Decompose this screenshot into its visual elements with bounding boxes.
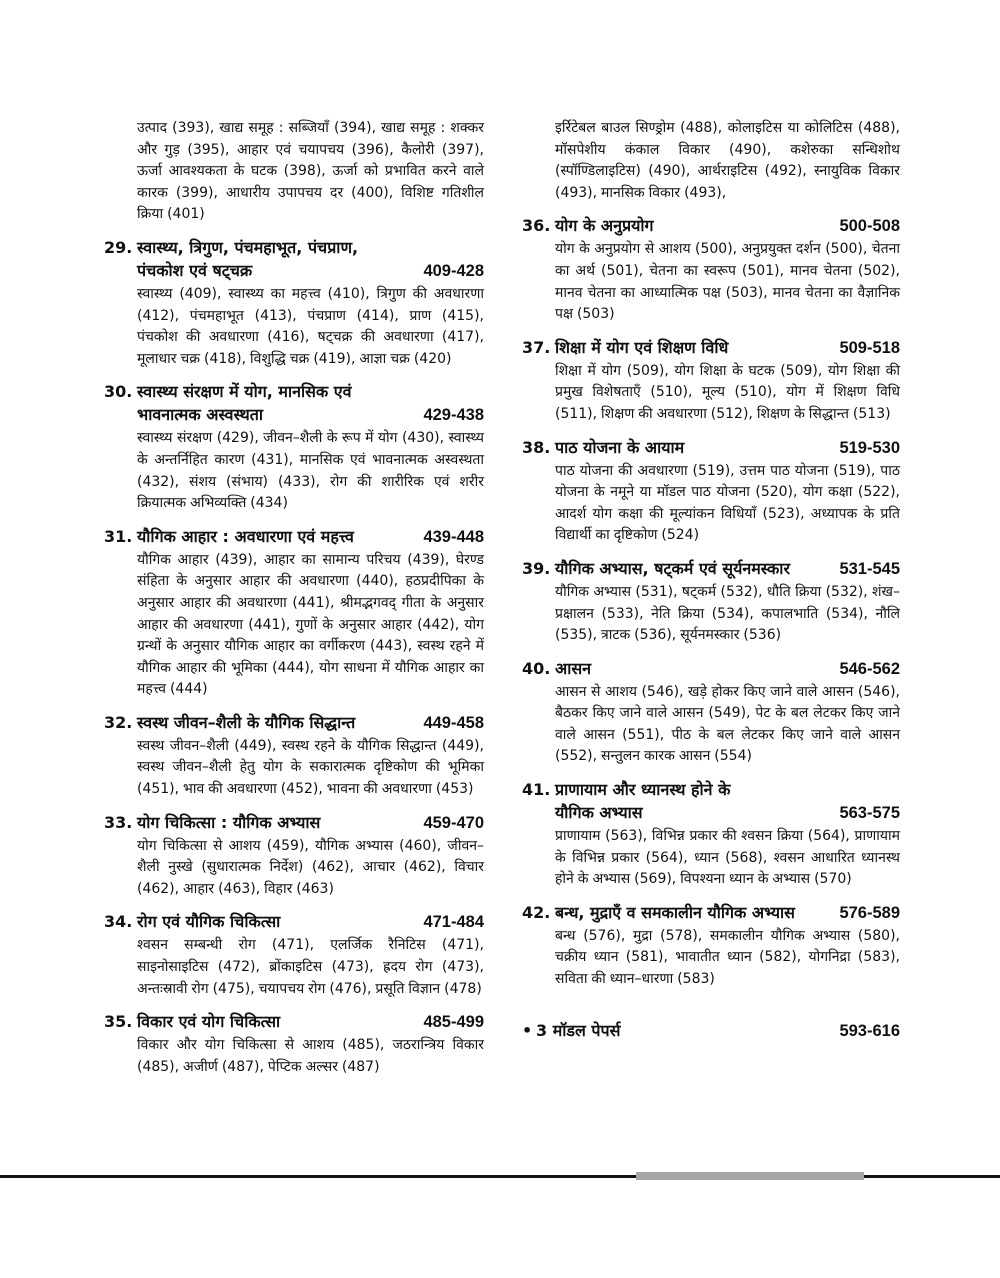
chapter-topics: पाठ योजना की अवधारणा (519), उत्तम पाठ योजना (519), पाठ योजना के नमूने या मॉडल पाठ योजना (520), योग कक्षा (522), आदर्श योग कक्षा की मूल्यांकन विधियाँ (523), अध्यापक के प्रति विद्यार्थी का दृष्टिकोण (524) — [555, 462, 900, 544]
chapter-title: यौगिक अभ्यास, षट्कर्म एवं सूर्यनमस्कार — [555, 558, 790, 578]
chapter-number: 34. — [104, 912, 133, 932]
chapter-title: विकार एवं योग चिकित्सा — [137, 1012, 281, 1032]
chapter-41 — [522, 778, 900, 891]
chapter-heading — [522, 336, 900, 360]
chapter-number: 41. — [522, 780, 551, 800]
chapter-32 — [104, 711, 484, 801]
chapter-pages: 439-448 — [423, 527, 484, 546]
chapter-title-line-1: प्राणायाम और ध्यानस्थ होने के — [555, 780, 731, 800]
chapter-pages: 519-530 — [839, 438, 900, 457]
chapter-title: रोग एवं यौगिक चिकित्सा — [137, 912, 281, 932]
chapter-title: यौगिक आहार : अवधारणा एवं महत्त्व — [137, 526, 354, 546]
chapter-pages: 485-499 — [423, 1013, 484, 1032]
chapter-heading — [522, 901, 900, 925]
chapter-title-line-1: स्वास्थ्य, त्रिगुण, पंचमहाभूत, पंचप्राण, — [137, 237, 359, 257]
chapter-title: बन्ध, मुद्राएँ व समकालीन यौगिक अभ्यास — [555, 902, 795, 922]
chapter-30 — [104, 380, 484, 514]
chapter-42 — [522, 901, 900, 991]
chapter-pages: 449-458 — [423, 713, 484, 732]
chapter-31 — [104, 525, 484, 701]
chapter-topics: योग के अनुप्रयोग से आशय (500), अनुप्रयुक्त दर्शन (500), चेतना का अर्थ (501), चेतना का स्वरूप (501), मानव चेतना (502), मानव चेतना का आध्यात्मिक पक्ष (503), मानव चेतना का वैज्ञानिक पक्ष (503) — [555, 241, 900, 323]
chapter-topics: यौगिक आहार (439), आहार का सामान्य परिचय (439), घेरण्ड संहिता के अनुसार आहार की अवधारणा (440), हठप्रदीपिका के अनुसार आहार की अवधारणा (441), श्रीमद्भगवद् गीता के अनुसार आहार की अवधारणा (441), गुणों के अनुसार आहार (442), योग ग्रन्थों के अनुसार यौगिक आहार का वर्गीकरण (443), स्वस्थ रहने में यौगिक आहार की भूमिका (444), योग साधना में यौगिक आहार का महत्त्व (444) — [137, 551, 484, 698]
chapter-topics: बन्ध (576), मुद्रा (578), समकालीन यौगिक अभ्यास (580), चक्रीय ध्यान (581), भावातीत ध्यान (582), योगनिद्रा (583), सविता की ध्यान–धारणा (583) — [555, 927, 900, 988]
chapter-heading — [522, 657, 900, 681]
chapter-pages: 471-484 — [423, 913, 484, 932]
chapter-pages: 459-470 — [423, 813, 484, 832]
chapter-title: योग चिकित्सा : यौगिक अभ्यास — [137, 812, 321, 832]
chapter-heading — [522, 436, 900, 460]
chapter-topics: स्वास्थ्य (409), स्वास्थ्य का महत्त्व (410), त्रिगुण की अवधारणा (412), पंचमहाभूत (413), पंचप्राण (414), प्राण (415), पंचकोश की अवधारणा (416), षट्चक्र की अवधारणा (417), मूलाधार चक्र (418), विशुद्धि चक्र (419), आज्ञा चक्र (420) — [137, 285, 484, 367]
chapter-title-line-2: यौगिक अभ्यास — [555, 803, 643, 823]
chapter-heading — [104, 1010, 484, 1034]
chapter-topics: प्राणायाम (563), विभिन्न प्रकार की श्वसन क्रिया (564), प्राणायाम के विभिन्न प्रकार (564), ध्यान (568), श्वसन आधारित ध्यानस्थ होने के अभ्यास (569), विपश्यना ध्यान के अभ्यास (570) — [555, 828, 900, 888]
chapter-heading — [104, 711, 484, 735]
chapter-heading — [522, 214, 900, 238]
chapter-heading — [522, 557, 900, 581]
chapter-heading — [522, 778, 900, 825]
chapter-29 — [104, 236, 484, 370]
chapter-pages: 563-575 — [839, 804, 900, 823]
chapter-topics: आसन से आशय (546), खड़े होकर किए जाने वाले आसन (546), बैठकर किए जाने वाले आसन (549), पेट के बल लेटकर किए जाने वाले आसन (551), पीठ के बल लेटकर किए जाने वाले आसन (552), सन्तुलन कारक आसन (554) — [555, 683, 900, 765]
left-column — [104, 118, 484, 1078]
chapter-pages: 531-545 — [839, 559, 900, 578]
chapter-number: 32. — [104, 712, 133, 732]
chapter-title-line-1: स्वास्थ्य संरक्षण में योग, मानसिक एवं — [137, 382, 352, 402]
chapter-topics: यौगिक अभ्यास (531), षट्कर्म (532), धौति क्रिया (532), शंख–प्रक्षालन (533), नेति क्रिया (534), कपालभाति (534), नौलि (535), त्राटक (536), सूर्यनमस्कार (536) — [555, 583, 900, 644]
footer-grey-bar — [636, 1172, 864, 1180]
chapter-number: 42. — [522, 902, 551, 922]
chapter-topics: शिक्षा में योग (509), योग शिक्षा के घटक (509), योग शिक्षा की प्रमुख विशेषताएँ (510), मूल्य (510), योग में शिक्षण विधि (511), शिक्षण की अवधारणा (512), शिक्षण के सिद्धान्त (513) — [555, 362, 900, 422]
chapter-pages: 409-428 — [423, 261, 484, 280]
chapter-title-line-2: भावनात्मक अस्वस्थता — [137, 405, 263, 425]
chapter-40 — [522, 657, 900, 768]
chapter-number: 37. — [522, 337, 551, 357]
chapter-title: शिक्षा में योग एवं शिक्षण विधि — [555, 337, 729, 357]
chapter-pages: 500-508 — [839, 217, 900, 236]
chapter-number: 29. — [104, 237, 133, 257]
bullet-icon: • — [522, 1020, 533, 1040]
chapter-39 — [522, 557, 900, 647]
chapter-number: 30. — [104, 382, 133, 402]
chapter-heading — [104, 910, 484, 934]
chapter-number: 38. — [522, 437, 551, 457]
chapter-number: 33. — [104, 812, 133, 832]
chapter-heading — [104, 811, 484, 835]
chapter-topics: विकार और योग चिकित्सा से आशय (485), जठरान्त्रिय विकार (485), अजीर्ण (487), पेप्टिक अल्सर (487) — [137, 1037, 484, 1075]
chapter-33 — [104, 811, 484, 901]
continued-topics-text: उत्पाद (393), खाद्य समूह : सब्जियाँ (394), खाद्य समूह : शक्कर और गुड़ (395), आहार एवं चयापचय (396), कैलोरी (397), ऊर्जा आवश्यकता के घटक (398), ऊर्जा को प्रभावित करने वाले कारक (399), आधारीय उपापचय दर (400), विशिष्ट गतिशील क्रिया (401) — [137, 120, 484, 223]
chapter-pages: 576-589 — [839, 903, 900, 922]
chapter-35 — [104, 1010, 484, 1078]
chapter-heading — [104, 525, 484, 549]
chapter-title-line-2: पंचकोश एवं षट्चक्र — [137, 260, 253, 280]
chapter-topics: श्वसन सम्बन्धी रोग (471), एलर्जिक रैनिटिस (471), साइनोसाइटिस (472), ब्रोंकाइटिस (473), ह्रदय रोग (473), अन्तःस्रावी रोग (475), चयापचय रोग (476), प्रसूति विज्ञान (478) — [137, 937, 484, 997]
chapter-topics: स्वास्थ्य संरक्षण (429), जीवन–शैली के रूप में योग (430), स्वास्थ्य के अन्तर्निहित कारण (431), मानसिक एवं भावनात्मक अस्वस्थता (432), संशय (संभाय) (433), रोग की शारीरिक एवं शरीर क्रियात्मक अभिव्यक्ति (434) — [137, 430, 484, 512]
chapter-37 — [522, 336, 900, 426]
chapter-number: 39. — [522, 558, 551, 578]
chapter-34 — [104, 910, 484, 1000]
chapter-number: 35. — [104, 1012, 133, 1032]
chapter-number: 40. — [522, 658, 551, 678]
model-papers-entry — [522, 1019, 900, 1043]
continued-topics-text: इर्रिटेबल बाउल सिण्ड्रोम (488), कोलाइटिस या कोलिटिस (488), मॉसपेशीय कंकाल विकार (490), कशेरुका सन्धिशोथ (स्पॉण्डिलाइटिस) (490), आर्थराइटिस (492), स्नायुविक विकार (493), मानसिक विकार (493), — [555, 120, 900, 201]
chapter-title: स्वस्थ जीवन–शैली के यौगिक सिद्धान्त — [137, 712, 356, 732]
right-column — [522, 118, 900, 1043]
chapter-36 — [522, 214, 900, 325]
model-papers-title: 3 मॉडल पेपर्स — [536, 1020, 621, 1040]
chapter-38 — [522, 436, 900, 547]
chapter-topics: योग चिकित्सा से आशय (459), यौगिक अभ्यास (460), जीवन–शैली नुस्खे (सुधारात्मक निर्देश) (462), आचार (462), विचार (462), आहार (463), विहार (463) — [137, 837, 484, 897]
chapter-pages: 429-438 — [423, 406, 484, 425]
chapter-number: 36. — [522, 216, 551, 236]
chapter-pages: 509-518 — [839, 338, 900, 357]
chapter-pages: 546-562 — [839, 659, 900, 678]
chapter-title: आसन — [555, 658, 592, 678]
chapter-heading — [104, 236, 484, 283]
chapter-topics: स्वस्थ जीवन–शैली (449), स्वस्थ रहने के यौगिक सिद्धान्त (449), स्वस्थ जीवन–शैली हेतु योग के सकारात्मक दृष्टिकोण की भूमिका (451), भाव की अवधारणा (452), भावना की अवधारणा (453) — [137, 737, 484, 798]
model-papers-pages: 593-616 — [839, 1021, 900, 1040]
chapter-title: पाठ योजना के आयाम — [555, 437, 685, 457]
chapter-heading — [104, 380, 484, 427]
chapter-title: योग के अनुप्रयोग — [555, 216, 654, 236]
chapter-number: 31. — [104, 526, 133, 546]
